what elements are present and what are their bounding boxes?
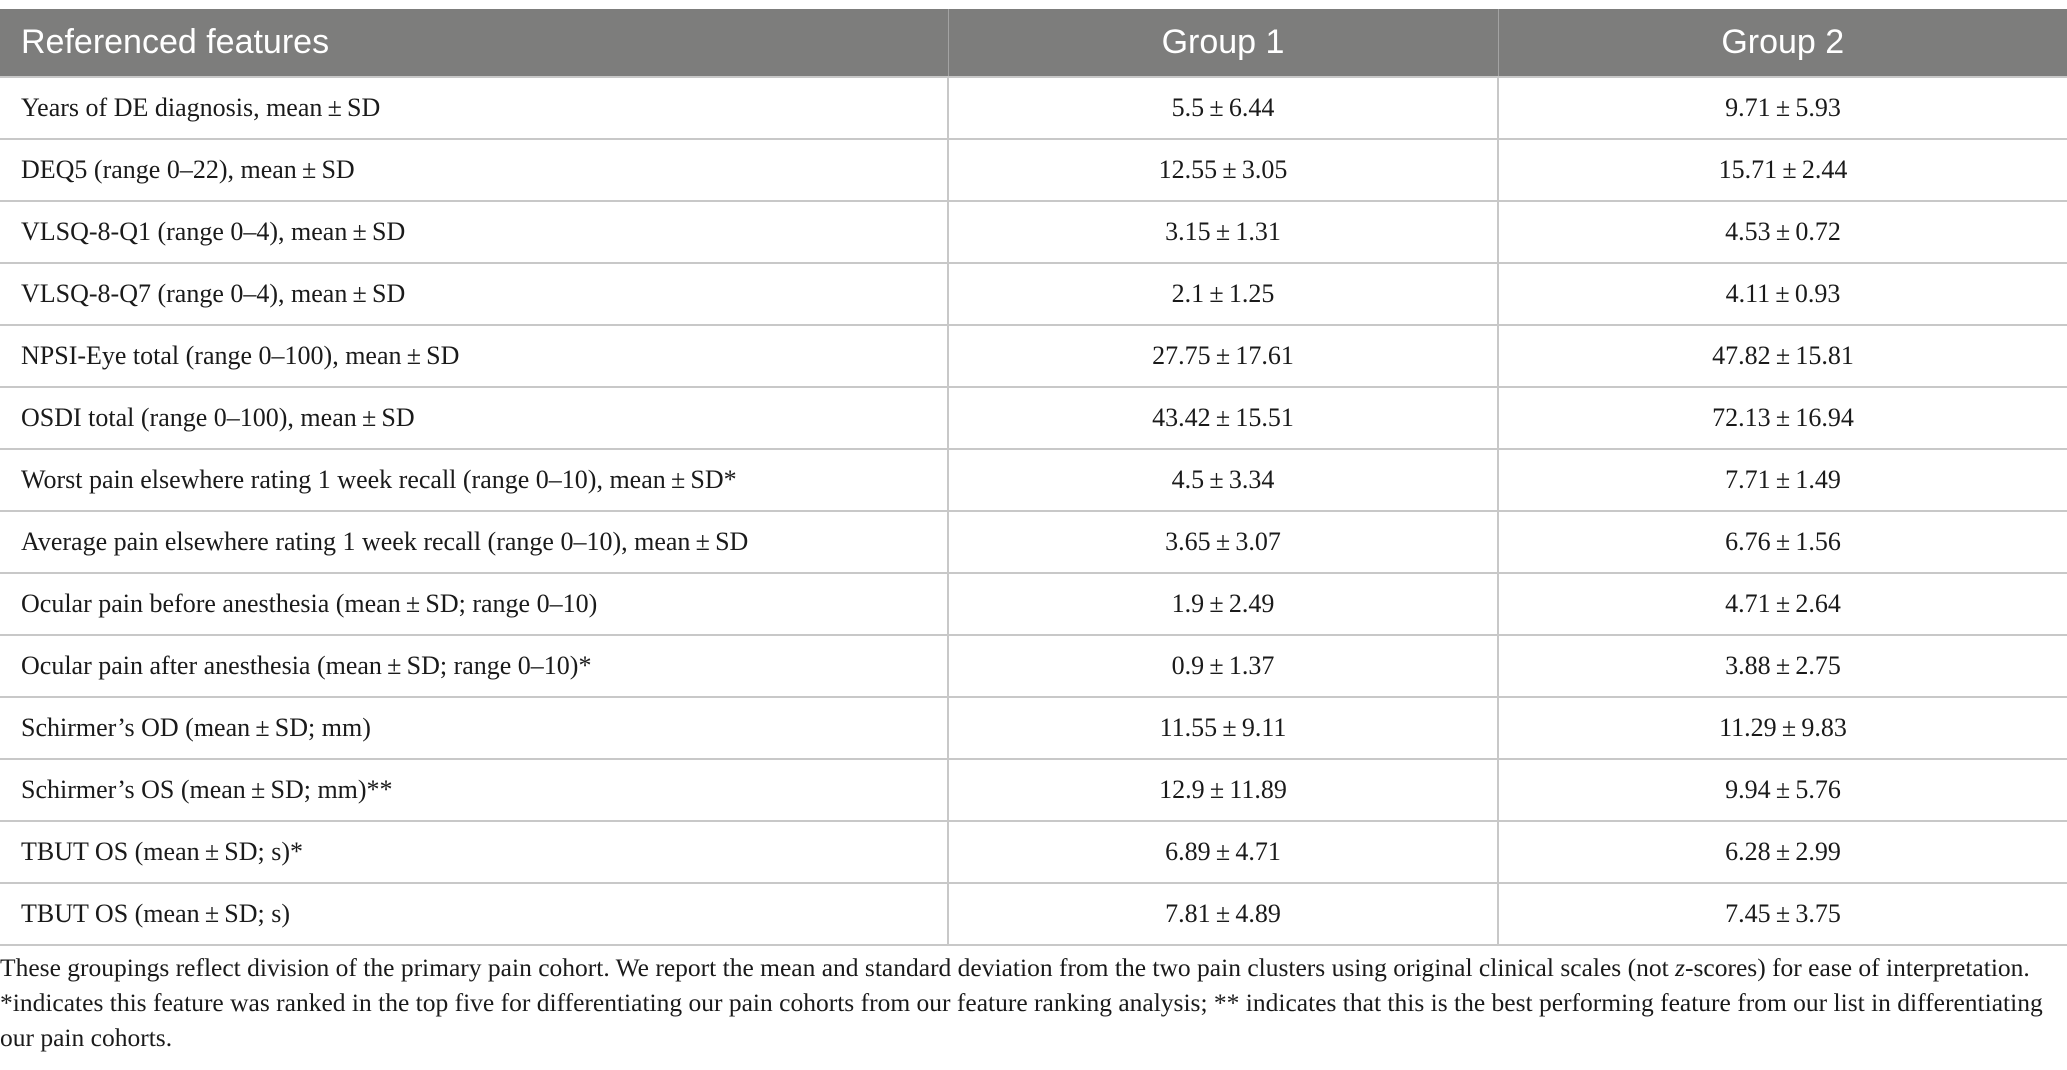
feature-cell: VLSQ-8-Q7 (range 0–4), mean ± SD bbox=[0, 263, 948, 325]
referenced-features-table bbox=[0, 9, 2067, 946]
feature-cell: Years of DE diagnosis, mean ± SD bbox=[0, 77, 948, 139]
header-row bbox=[0, 9, 2067, 77]
group-1-value: 12.9 ± 11.89 bbox=[948, 759, 1498, 821]
group-2-value: 9.71 ± 5.93 bbox=[1498, 77, 2067, 139]
table-row bbox=[0, 759, 2067, 821]
group-2-value: 4.53 ± 0.72 bbox=[1498, 201, 2067, 263]
group-2-value: 6.28 ± 2.99 bbox=[1498, 821, 2067, 883]
group-2-value: 4.11 ± 0.93 bbox=[1498, 263, 2067, 325]
group-1-value: 43.42 ± 15.51 bbox=[948, 387, 1498, 449]
footnote-italic-z: z bbox=[1675, 953, 1685, 982]
feature-cell: Ocular pain before anesthesia (mean ± SD; range 0–10) bbox=[0, 573, 948, 635]
feature-cell: VLSQ-8-Q1 (range 0–4), mean ± SD bbox=[0, 201, 948, 263]
table-row bbox=[0, 883, 2067, 945]
table-row bbox=[0, 449, 2067, 511]
group-2-value: 6.76 ± 1.56 bbox=[1498, 511, 2067, 573]
feature-cell: Average pain elsewhere rating 1 week recall (range 0–10), mean ± SD bbox=[0, 511, 948, 573]
group-2-value: 47.82 ± 15.81 bbox=[1498, 325, 2067, 387]
group-2-value: 4.71 ± 2.64 bbox=[1498, 573, 2067, 635]
table-header bbox=[0, 9, 2067, 77]
group-1-value: 1.9 ± 2.49 bbox=[948, 573, 1498, 635]
table-row bbox=[0, 263, 2067, 325]
group-2-value: 7.71 ± 1.49 bbox=[1498, 449, 2067, 511]
group-1-value: 27.75 ± 17.61 bbox=[948, 325, 1498, 387]
header-group-1: Group 1 bbox=[948, 9, 1498, 77]
feature-cell: OSDI total (range 0–100), mean ± SD bbox=[0, 387, 948, 449]
table-row bbox=[0, 573, 2067, 635]
table-row bbox=[0, 697, 2067, 759]
group-1-value: 4.5 ± 3.34 bbox=[948, 449, 1498, 511]
table-row bbox=[0, 511, 2067, 573]
feature-cell: Schirmer’s OD (mean ± SD; mm) bbox=[0, 697, 948, 759]
group-1-value: 6.89 ± 4.71 bbox=[948, 821, 1498, 883]
group-2-value: 72.13 ± 16.94 bbox=[1498, 387, 2067, 449]
header-referenced-features: Referenced features bbox=[0, 9, 948, 77]
feature-cell: Ocular pain after anesthesia (mean ± SD; range 0–10)* bbox=[0, 635, 948, 697]
table-row bbox=[0, 77, 2067, 139]
group-1-value: 7.81 ± 4.89 bbox=[948, 883, 1498, 945]
feature-cell: Worst pain elsewhere rating 1 week recall (range 0–10), mean ± SD* bbox=[0, 449, 948, 511]
table-row bbox=[0, 387, 2067, 449]
group-2-value: 7.45 ± 3.75 bbox=[1498, 883, 2067, 945]
group-1-value: 0.9 ± 1.37 bbox=[948, 635, 1498, 697]
footnote-text-part-1: These groupings reflect division of the primary pain cohort. We report the mean and standard deviation from the two pain clusters using original clinical scales (not bbox=[0, 953, 1676, 982]
table-row bbox=[0, 325, 2067, 387]
group-2-value: 15.71 ± 2.44 bbox=[1498, 139, 2067, 201]
footnote-text-part-2: -scores) for ease of interpretation. *indicates this feature was ranked in the top five for differentiating our pain cohorts from our feature ranking analysis; ** indicates that this is the best performing feature from our list in differentiating our pain cohorts. bbox=[0, 953, 2043, 1052]
group-1-value: 2.1 ± 1.25 bbox=[948, 263, 1498, 325]
header-group-2: Group 2 bbox=[1498, 9, 2067, 77]
feature-cell: DEQ5 (range 0–22), mean ± SD bbox=[0, 139, 948, 201]
table-row bbox=[0, 201, 2067, 263]
table-body bbox=[0, 77, 2067, 945]
group-2-value: 9.94 ± 5.76 bbox=[1498, 759, 2067, 821]
feature-cell: NPSI-Eye total (range 0–100), mean ± SD bbox=[0, 325, 948, 387]
group-1-value: 5.5 ± 6.44 bbox=[948, 77, 1498, 139]
group-2-value: 3.88 ± 2.75 bbox=[1498, 635, 2067, 697]
group-1-value: 12.55 ± 3.05 bbox=[948, 139, 1498, 201]
table-row bbox=[0, 139, 2067, 201]
feature-cell: TBUT OS (mean ± SD; s) bbox=[0, 883, 948, 945]
table-footnote bbox=[0, 950, 2060, 1055]
table-row bbox=[0, 635, 2067, 697]
data-table-container bbox=[0, 9, 2067, 946]
table-row bbox=[0, 821, 2067, 883]
group-1-value: 3.65 ± 3.07 bbox=[948, 511, 1498, 573]
group-1-value: 11.55 ± 9.11 bbox=[948, 697, 1498, 759]
group-2-value: 11.29 ± 9.83 bbox=[1498, 697, 2067, 759]
feature-cell: Schirmer’s OS (mean ± SD; mm)** bbox=[0, 759, 948, 821]
group-1-value: 3.15 ± 1.31 bbox=[948, 201, 1498, 263]
feature-cell: TBUT OS (mean ± SD; s)* bbox=[0, 821, 948, 883]
